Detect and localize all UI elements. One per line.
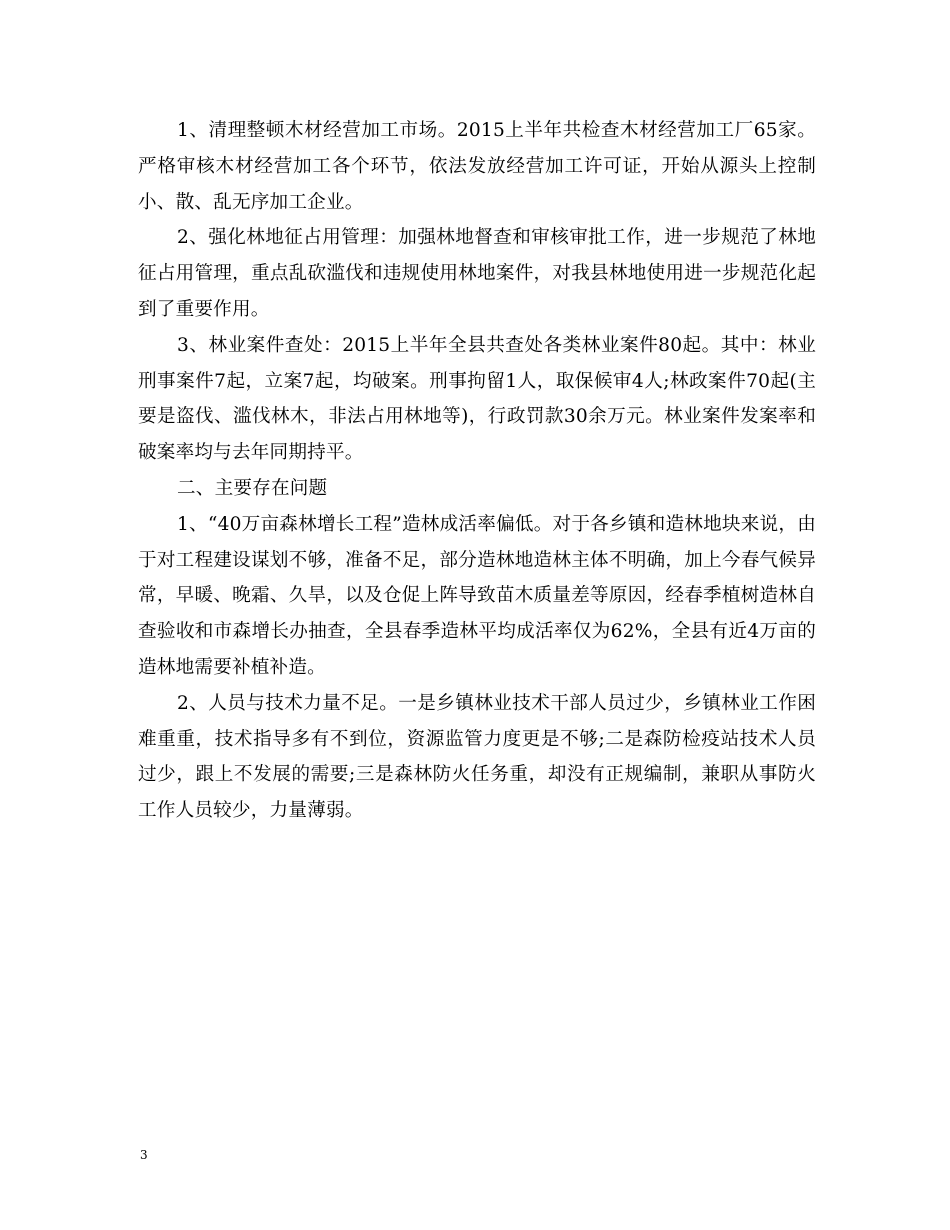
- paragraph-survival-rate: 1、“40万亩森林增长工程”造林成活率偏低。对于各乡镇和造林地块来说，由于对工程建设谋划不够，准备不足，部分造林地造林主体不明确，加上今春气候异常，早暖、晚霜、久旱，以及仓促上阵导致苗木质量差等原因，经春季植树造林自查验收和市森增长办抽查，全县春季造林平均成活率仅为62%，全县有近4万亩的造林地需要补植补造。: [138, 513, 816, 678]
- paragraph-forestry-cases: 3、林业案件查处：2015上半年全县共查处各类林业案件80起。其中：林业刑事案件7起，立案7起，均破案。刑事拘留1人，取保候审4人;林政案件70起(主要是盗伐、滥伐林木，非法占用林地等)，行政罚款30余万元。林业案件发案率和破案率均与去年同期持平。: [138, 334, 816, 464]
- paragraph-forest-land-management: 2、强化林地征占用管理：加强林地督查和审核审批工作，进一步规范了林地征占用管理，重点乱砍滥伐和违规使用林地案件，对我县林地使用进一步规范化起到了重要作用。: [138, 227, 816, 320]
- page-number: 3: [140, 1148, 148, 1162]
- document-body: [138, 113, 816, 829]
- section-heading-main-problems: 二、主要存在问题: [177, 477, 328, 499]
- paragraph-staff-shortage: 2、人员与技术力量不足。一是乡镇林业技术干部人员过少，乡镇林业工作困难重重，技术指导多有不到位，资源监管力度更是不够;二是森防检疫站技术人员过少，跟上不发展的需要;三是森林防火任务重，却没有正规编制，兼职从事防火工作人员较少，力量薄弱。: [138, 692, 816, 822]
- paragraph-timber-market: 1、清理整顿木材经营加工市场。2015上半年共检查木材经营加工厂65家。严格审核木材经营加工各个环节，依法发放经营加工许可证，开始从源头上控制小、散、乱无序加工企业。: [138, 120, 816, 213]
